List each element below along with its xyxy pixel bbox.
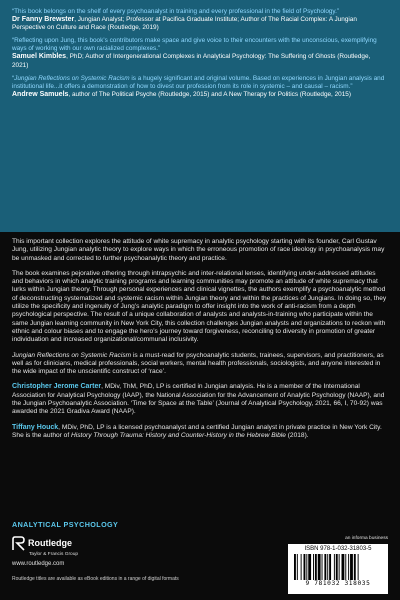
review-quote: “Reflecting upon Jung, this book’s contributors make space and give voice to their encounters with the unconscious, exemplifying ways of working with our own racialized complexes.” bbox=[12, 37, 377, 53]
barcode-bar bbox=[306, 554, 307, 580]
barcode-bar bbox=[308, 554, 311, 580]
series-name: ANALYTICAL PSYCHOLOGY bbox=[12, 520, 119, 529]
barcode-bar bbox=[348, 554, 349, 580]
publisher-url[interactable]: www.routledge.com bbox=[12, 561, 65, 567]
isbn-barcode bbox=[288, 544, 388, 594]
review-quote: “Jungian Reflections on Systemic Racism is a hugely significant and original volume. Based on experiences in Jungian analysis and institutional life...it offers a demonstration of how to divest our profession from its role in systemic – and causal – racism.” bbox=[12, 74, 385, 90]
barcode-bar bbox=[345, 554, 346, 580]
ebook-note: Routledge titles are available as eBook editions in a range of digital formats bbox=[12, 576, 179, 582]
author-bio-2: Tiffany Houck, MDiv, PhD, LP is a licensed psychoanalyst and a certified Jungian analyst in private practice in New York City. She is the author of History Through Trauma: History and Counter-History in the Hebrew Bible (2018). bbox=[12, 423, 382, 439]
informa-tagline: an informa business bbox=[345, 536, 388, 541]
barcode-bar bbox=[318, 554, 321, 580]
reviewer-name: Andrew Samuels bbox=[12, 90, 69, 98]
barcode-bar bbox=[342, 554, 345, 580]
barcode-bar bbox=[294, 554, 296, 580]
barcode-bar bbox=[327, 554, 328, 580]
barcode-bar bbox=[329, 554, 331, 580]
review-attribution: Andrew Samuels, author of The Political Psyche (Routledge, 2015) and A New Therapy for Politics (Routledge, 2015) bbox=[12, 90, 351, 98]
reviews-panel bbox=[0, 0, 400, 232]
barcode-bar bbox=[334, 554, 335, 580]
publisher-group: Taylor & Francis Group bbox=[29, 552, 79, 557]
reviewer-name: Dr Fanny Brewster bbox=[12, 16, 75, 24]
review-quote: “This book belongs on the shelf of every psychoanalyst in training and every professional in the field of Psychology.” bbox=[12, 8, 340, 15]
review-2 bbox=[12, 37, 388, 69]
barcode-bar bbox=[313, 554, 314, 580]
book-description bbox=[12, 238, 388, 447]
description-paragraph-3: Jungian Reflections on Systemic Racism is a must-read for psychoanalytic students, trainees, supervisors, and practitioners, as well as for clinicians, medical professionals, social workers, mental health professionals, sociologists, and anyone interested in the wide impact of the unscientific construct of ‘race’. bbox=[12, 351, 384, 376]
barcode-bar bbox=[350, 554, 353, 580]
review-attribution: Dr Fanny Brewster, Jungian Analyst; Professor at Pacifica Graduate Institute; Author of The Racial Complex: A Jungian Perspective on Culture and Race (Routledge, 2019) bbox=[12, 16, 357, 32]
isbn-number: ISBN 978-1-032-31803-5 bbox=[304, 546, 372, 552]
barcode-bar bbox=[301, 554, 302, 580]
author-bio-1: Christopher Jerome Carter, MDiv, ThM, PhD, LP is certified in Jungian analysis. He is a member of the International Association for Analytical Psychology (IAAP), the National Association for the Advancement of Analytic Psychology (NAAP), and the Jungian Psychoanalytic Association. ‘Time for Space at the Table’ (Journal of Analytical Psychology, 2021, 66, I, 70-92) was awarded the 2021 Gradiva Award (NAAP). bbox=[12, 383, 385, 416]
barcode-bar bbox=[358, 554, 359, 580]
description-paragraph-2: The book examines pejorative othering through intrapsychic and inter-relational lenses, identifying under-addressed attitudes and behaviors in which analytic training programs and learning communities may promote an attitude of white supremacy that lurks within Jungian theory. Through personal experiences and clinical vignettes, the authors exemplify a psychoanalytic method of deconstructing systematized and systemic racism within Jungian theory and within the practices of Jungians. In doing so, they utilize the specificity and ingenuity of Jung’s analytic paradigm to offer insight into the work of anti-racism from a depth psychological perspective. The result of a unique collaboration of analysts and analysts-in-training who participate within the same Jungian learning community in New York City, this collection challenges Jungian analysts and organizations to reckon with ethnic and colour biases and to engage the hero’s journey toward forgiveness, reconciling to diversity in promotion of greater individuation and increased organizational/communal inclusivity. bbox=[12, 269, 387, 344]
publisher-block bbox=[12, 536, 132, 567]
barcode-bar bbox=[304, 554, 306, 580]
barcode-digits: 9 781032 318035 bbox=[305, 580, 371, 587]
barcode-bars bbox=[293, 554, 383, 580]
author-name: Christopher Jerome Carter bbox=[12, 383, 102, 391]
review-attribution: Samuel Kimbles, PhD; Author of Intergenerational Complexes in Analytical Psychology: The Suffering of Ghosts (Routledge, 2021) bbox=[12, 53, 371, 69]
review-1 bbox=[12, 8, 388, 32]
review-3 bbox=[12, 75, 388, 99]
barcode-bar bbox=[339, 554, 340, 580]
barcode-bar bbox=[324, 554, 326, 580]
reviewer-name: Samuel Kimbles bbox=[12, 53, 67, 61]
barcode-bar bbox=[315, 554, 317, 580]
routledge-logo-icon bbox=[12, 536, 25, 551]
barcode-bar bbox=[297, 554, 298, 580]
author-name: Tiffany Houck bbox=[12, 423, 59, 431]
barcode-bar bbox=[322, 554, 323, 580]
description-paragraph-1: This important collection explores the attitude of white supremacy in analytic psychology starting with its founder, Carl Gustav Jung, utilizing Jungian analytic theory to explore ways in which the erroneous promotion of race ideology in psychoanalysis may be unmasked and corrected to further psychoanalytic theory and practice. bbox=[12, 238, 385, 262]
barcode-bar bbox=[354, 554, 356, 580]
publisher-name: Routledge bbox=[28, 538, 72, 548]
barcode-bar bbox=[336, 554, 338, 580]
